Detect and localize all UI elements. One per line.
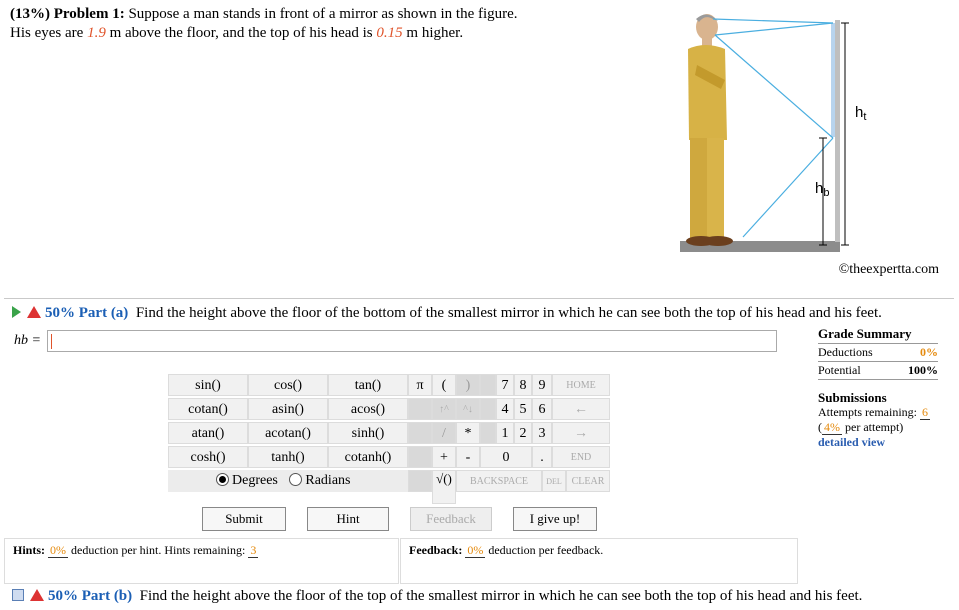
attempts-label: Attempts remaining: xyxy=(818,405,917,419)
ht-sub: t xyxy=(863,111,867,123)
problem-sentence-1: Suppose a man stands in front of a mirror as shown in the figure. xyxy=(128,6,518,22)
problem-text: His eyes are xyxy=(10,25,84,41)
star-key[interactable]: * xyxy=(456,422,480,444)
left-arrow-key[interactable]: ← xyxy=(552,398,610,420)
hints-panel xyxy=(4,538,399,584)
digit-1-key[interactable]: 1 xyxy=(496,422,514,444)
give-up-button[interactable]: I give up! xyxy=(513,507,597,531)
degrees-radio[interactable] xyxy=(216,473,229,486)
problem-header: (13%) Problem 1: xyxy=(10,6,125,22)
part-a-percent: 50% Part (a) xyxy=(45,305,129,321)
figure-credit: ©theexpertta.com xyxy=(838,262,939,277)
part-b-question: Find the height above the floor of the top of the smallest mirror in which he can see both the top of his head and his feet. xyxy=(139,588,863,604)
feedback-text: deduction per feedback. xyxy=(488,543,604,557)
per-attempt-text: per attempt) xyxy=(845,420,904,434)
answer-label: hb = xyxy=(14,333,41,348)
deductions-value: 0% xyxy=(920,345,938,359)
acotan-key[interactable]: acotan() xyxy=(248,422,328,444)
hints-pct: 0% xyxy=(50,543,67,557)
radians-label: Radians xyxy=(305,473,351,488)
attempts-value: 6 xyxy=(921,405,928,419)
degrees-label: Degrees xyxy=(232,473,278,488)
blank-key xyxy=(480,422,496,444)
part-b-header[interactable] xyxy=(12,588,862,605)
home-key[interactable]: HOME xyxy=(552,374,610,396)
warning-icon xyxy=(30,589,44,601)
atan-key[interactable]: atan() xyxy=(168,422,248,444)
cosh-key[interactable]: cosh() xyxy=(168,446,248,468)
divider xyxy=(4,298,954,300)
angle-mode xyxy=(168,470,408,492)
end-key[interactable]: END xyxy=(552,446,610,468)
blank-key xyxy=(408,398,432,420)
warning-icon xyxy=(27,306,41,318)
digit-6-key[interactable]: 6 xyxy=(532,398,552,420)
blank-key xyxy=(480,398,496,420)
sin-key[interactable]: sin() xyxy=(168,374,248,396)
feedback-pct: 0% xyxy=(467,543,484,557)
blank-key xyxy=(480,374,496,396)
submissions-panel: Submissions Attempts remaining: 6 ( 4% per attempt) detailed view xyxy=(818,390,938,450)
potential-value: 100% xyxy=(908,363,938,377)
potential-label: Potential xyxy=(818,363,861,377)
digit-7-key[interactable]: 7 xyxy=(496,374,514,396)
digit-9-key[interactable]: 9 xyxy=(532,374,552,396)
decimal-key[interactable]: . xyxy=(532,446,552,468)
digit-3-key[interactable]: 3 xyxy=(532,422,552,444)
cotanh-key[interactable]: cotanh() xyxy=(328,446,408,468)
pi-key[interactable]: π xyxy=(408,374,432,396)
delete-key[interactable]: DEL xyxy=(542,470,566,492)
down-key[interactable]: ^↓ xyxy=(456,398,480,420)
detailed-view-link[interactable]: detailed view xyxy=(818,435,885,449)
grade-summary xyxy=(818,326,938,381)
asin-key[interactable]: asin() xyxy=(248,398,328,420)
hb-sub: b xyxy=(823,187,830,199)
cos-key[interactable]: cos() xyxy=(248,374,328,396)
clear-key[interactable]: CLEAR xyxy=(566,470,610,492)
rparen-key[interactable]: ) xyxy=(456,374,480,396)
acos-key[interactable]: acos() xyxy=(328,398,408,420)
digit-0-key[interactable]: 0 xyxy=(480,446,532,468)
deductions-label: Deductions xyxy=(818,345,873,359)
feedback-button[interactable]: Feedback xyxy=(410,507,492,531)
slash-key[interactable]: / xyxy=(432,422,456,444)
submissions-title: Submissions xyxy=(818,390,887,405)
cotan-key[interactable]: cotan() xyxy=(168,398,248,420)
hints-remaining: 3 xyxy=(250,543,257,557)
mirror-figure xyxy=(655,5,950,270)
part-a-question: Find the height above the floor of the bottom of the smallest mirror in which he can see both the top of his head and his feet. xyxy=(135,305,882,321)
up-key[interactable]: ↑^ xyxy=(432,398,456,420)
svg-text:ht xyxy=(855,104,866,123)
digit-8-key[interactable]: 8 xyxy=(514,374,532,396)
collapse-box-icon[interactable] xyxy=(12,589,24,601)
tanh-key[interactable]: tanh() xyxy=(248,446,328,468)
problem-text: m above the floor, and the top of his head is xyxy=(109,25,373,41)
part-b-percent: 50% Part (b) xyxy=(48,588,133,604)
eye-height-value: 1.9 xyxy=(87,25,106,41)
digit-5-key[interactable]: 5 xyxy=(514,398,532,420)
hint-button[interactable]: Hint xyxy=(307,507,389,531)
hb-label: h xyxy=(815,180,824,197)
blank-key xyxy=(408,422,432,444)
hints-text: deduction per hint. Hints remaining: xyxy=(71,543,246,557)
submit-button[interactable]: Submit xyxy=(202,507,286,531)
expand-triangle-icon[interactable] xyxy=(12,306,21,318)
right-arrow-key[interactable]: → xyxy=(552,422,610,444)
sinh-key[interactable]: sinh() xyxy=(328,422,408,444)
feedback-label: Feedback: xyxy=(409,543,463,557)
svg-text:hb xyxy=(815,180,829,199)
ht-label: h xyxy=(855,104,864,121)
part-a-header[interactable] xyxy=(12,305,882,322)
digit-2-key[interactable]: 2 xyxy=(514,422,532,444)
minus-key[interactable]: - xyxy=(456,446,480,468)
text-caret xyxy=(51,334,52,349)
lparen-key[interactable]: ( xyxy=(432,374,456,396)
radians-radio[interactable] xyxy=(289,473,302,486)
backspace-key[interactable]: BACKSPACE xyxy=(456,470,542,492)
head-extra-value: 0.15 xyxy=(376,25,403,41)
answer-input[interactable] xyxy=(47,330,777,352)
problem-statement xyxy=(10,5,610,43)
sqrt-key[interactable]: √() xyxy=(432,470,456,504)
per-attempt-pct: 4% xyxy=(824,420,840,434)
problem-text: m higher. xyxy=(406,25,464,41)
blank-key xyxy=(408,470,432,492)
hints-label: Hints: xyxy=(13,543,46,557)
digit-4-key[interactable]: 4 xyxy=(496,398,514,420)
tan-key[interactable]: tan() xyxy=(328,374,408,396)
blank-key xyxy=(408,446,432,468)
feedback-panel xyxy=(400,538,798,584)
plus-key[interactable]: + xyxy=(432,446,456,468)
grade-summary-title: Grade Summary xyxy=(818,326,912,341)
